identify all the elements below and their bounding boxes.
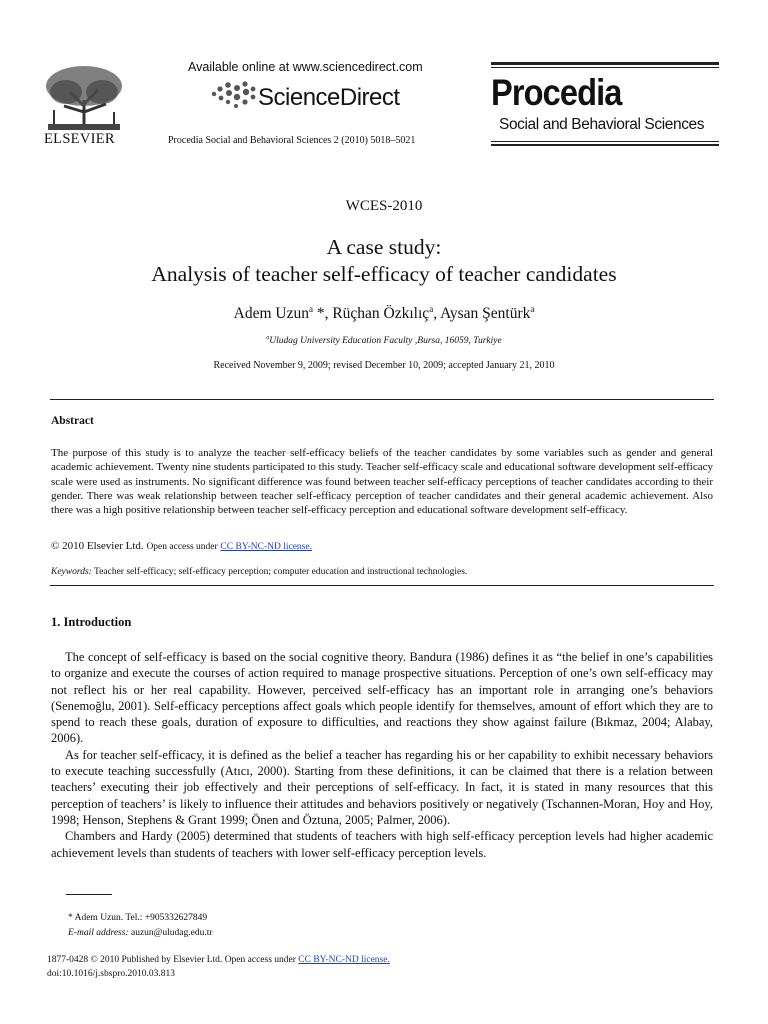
footnote-email — [68, 928, 213, 938]
paragraph: The concept of self-efficacy is based on the social cognitive theory. Bandura (1986) defines it as “the belief in one’s capabilities to organize and execute the courses of action required to manage prospective situations. Perception of one’s own self-efficacy may not reflect his or her real capability. However, perceived self-efficacy has an important role in arranging one’s behaviors (Senemoğlu, 2001). Self-efficacy perceptions affect goals which people identify for themselves, amount of effort which they are to spend to reach these goals, duration of exposure to difficulties, and reactions they show against failure (Bıkmaz, 2004; Alabay, 2006). — [51, 650, 713, 746]
abstract-top-rule — [50, 399, 714, 400]
procedia-subtitle: Social and Behavioral Sciences — [499, 116, 705, 133]
abstract-heading: Abstract — [51, 415, 94, 427]
procedia-title: Procedia — [491, 72, 622, 113]
author-affiliation-mark: a — [530, 304, 535, 314]
footnote-rule — [66, 894, 112, 895]
license-link[interactable]: CC BY-NC-ND license. — [220, 542, 312, 552]
paragraph: Chambers and Hardy (2005) determined that students of teachers with high self-efficacy perception levels had higher academic achievement levels than students of teachers with lower self-efficacy perception levels. — [51, 829, 713, 860]
available-online-text: Available online at www.sciencedirect.com — [188, 60, 423, 74]
sciencedirect-dots-icon — [208, 80, 256, 110]
footnote-corresponding: * Adem Uzun. Tel.: +905332627849 — [68, 913, 208, 923]
conference-name: WCES-2010 — [345, 198, 423, 214]
procedia-rule — [491, 67, 719, 68]
author-name: Aysan Şentürk — [440, 305, 531, 323]
abstract-text: The purpose of this study is to analyze the teacher self-efficacy beliefs of the teacher candidates by some variables such as gender and general academic achievement. Twenty nine students participated to this study. Teacher self-efficacy scale and educational software development self-efficacy scale were used as instruments. No significant difference was found between teacher self-efficacy perceptions of teacher candidates according to their gender. There was weak relationship between teacher self-efficacy perception of teacher candidates and their general academic achievement. Also there was a high positive relationship between teacher self-efficacy perception and educational software development self-efficacy. — [51, 447, 713, 517]
submission-dates: Received November 9, 2009; revised December 10, 2009; accepted January 21, 2010 — [213, 360, 555, 371]
author-affiliation-mark: a — [308, 304, 313, 314]
footer-open-access: Open access under — [224, 955, 296, 965]
email-label: E-mail address: — [68, 928, 129, 938]
section-heading-introduction: 1. Introduction — [51, 615, 132, 629]
paper-title-line1: A case study: — [326, 235, 442, 259]
footer-license-link[interactable]: CC BY-NC-ND license. — [298, 955, 390, 965]
issn-text: 1877-0428 © 2010 Published by Elsevier Ltd. — [47, 955, 223, 965]
elsevier-wordmark: ELSEVIER — [44, 131, 115, 147]
sciencedirect-wordmark: ScienceDirect — [258, 84, 400, 111]
author-name: Rüçhan Özkılıç — [332, 305, 430, 323]
author-name: Adem Uzun — [233, 305, 309, 323]
keywords-label: Keywords: — [51, 567, 92, 577]
keywords-text: Teacher self-efficacy; self-efficacy perception; computer education and instructional technologies. — [94, 567, 468, 577]
journal-citation: Procedia Social and Behavioral Sciences 2 (2010) 5018–5021 — [168, 135, 416, 146]
abstract-bottom-rule — [50, 585, 714, 586]
affiliation-text: Uludag University Education Faculty ,Bursa, 16059, Turkiye — [269, 336, 502, 347]
affiliation-mark: a — [266, 335, 270, 341]
email-address[interactable]: auzun@uludag.edu.tr — [130, 928, 213, 938]
procedia-rule — [491, 144, 719, 146]
procedia-rule — [491, 62, 719, 65]
author-list: Adem Uzun$^a$ *, Rüçhan Özkılıç$^a$, Aysan Şentürk$^a$ — [233, 304, 535, 323]
copyright-text: © 2010 Elsevier Ltd. — [51, 540, 144, 552]
paper-title-line2: Analysis of teacher self-efficacy of teacher candidates — [151, 262, 617, 286]
paragraph: As for teacher self-efficacy, it is defined as the belief a teacher has regarding his or her capability to exhibit necessary behaviors to execute teaching successfully (Atıcı, 2000). Starting from these definitions, it can be claimed that there is a relation between teachers’ executing their job effectively and their perceptions of self-efficacy. In fact, it is stated in many resources that this perception of teachers’ is likely to influence their attitudes and behaviors positively or negatively (Tschannen-Moran, Hoy and Hoy, 1998; Henson, Stephens & Grant 1999; Önen and Öztuna, 2005; Palmer, 2006). — [51, 747, 713, 827]
open-access-text: Open access under — [146, 542, 218, 552]
abstract-copyright — [51, 540, 312, 552]
affiliation — [0, 335, 768, 346]
procedia-rule — [491, 141, 719, 142]
corresponding-mark: * — [312, 305, 325, 323]
footer-doi: doi:10.1016/j.sbspro.2010.03.813 — [47, 969, 175, 979]
author-affiliation-mark: a — [429, 304, 434, 314]
keywords — [51, 567, 467, 577]
footer-issn — [47, 955, 390, 965]
introduction-body — [51, 649, 713, 861]
